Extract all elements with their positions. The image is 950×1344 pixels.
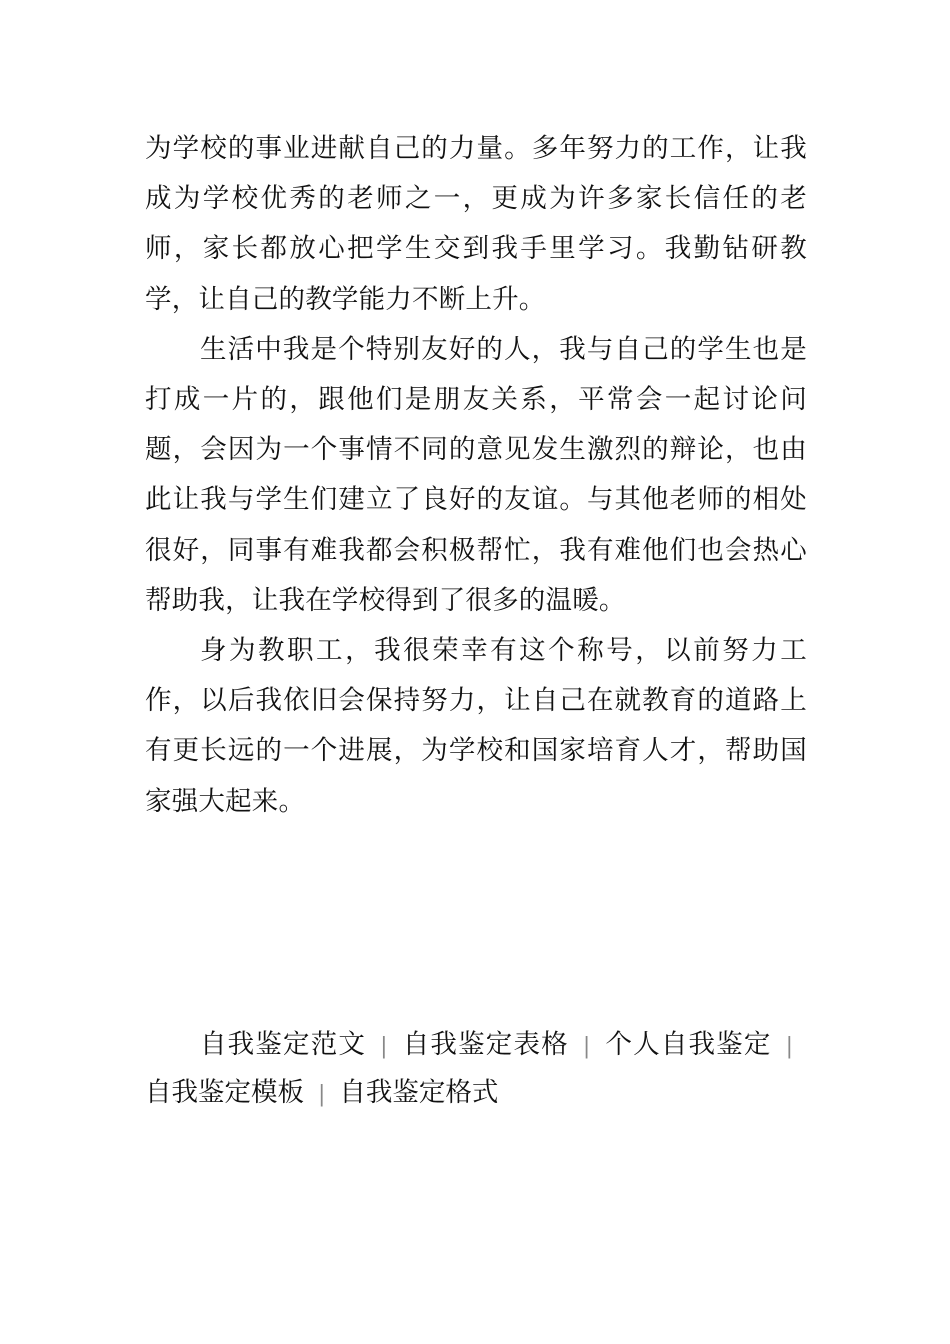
related-links xyxy=(145,1022,807,1118)
link-separator: | xyxy=(380,1034,388,1059)
link-separator: | xyxy=(582,1034,591,1059)
link-self-appraisal-form[interactable]: 自我鉴定表格 xyxy=(401,1029,569,1060)
link-separator: | xyxy=(785,1034,794,1059)
paragraph-1: 为学校的事业进献自己的力量。多年努力的工作，让我成为学校优秀的老师之一，更成为许多家长信任的老师，家长都放心把学生交到我手里学习。我勤钻研教学，让自己的教学能力不断上升。 xyxy=(145,133,807,315)
link-self-appraisal-format[interactable]: 自我鉴定格式 xyxy=(339,1077,499,1108)
link-separator: | xyxy=(318,1082,326,1107)
paragraph-3: 身为教职工，我很荣幸有这个称号，以前努力工作，以后我依旧会保持努力，让自己在就教育的道路上有更长远的一个进展，为学校和国家培育人才，帮助国家强大起来。 xyxy=(145,635,807,817)
link-personal-self-appraisal[interactable]: 个人自我鉴定 xyxy=(604,1029,772,1060)
paragraph-2: 生活中我是个特别友好的人，我与自己的学生也是打成一片的，跟他们是朋友关系，平常会一起讨论问题，会因为一个事情不同的意见发生激烈的辩论，也由此让我与学生们建立了良好的友谊。与其他老师的相处很好，同事有难我都会积极帮忙，我有难他们也会热心帮助我，让我在学校得到了很多的温暖。 xyxy=(145,333,807,616)
link-self-appraisal-template[interactable]: 自我鉴定模板 xyxy=(145,1077,304,1108)
document-body xyxy=(145,124,807,827)
link-self-appraisal-sample[interactable]: 自我鉴定范文 xyxy=(200,1029,367,1060)
